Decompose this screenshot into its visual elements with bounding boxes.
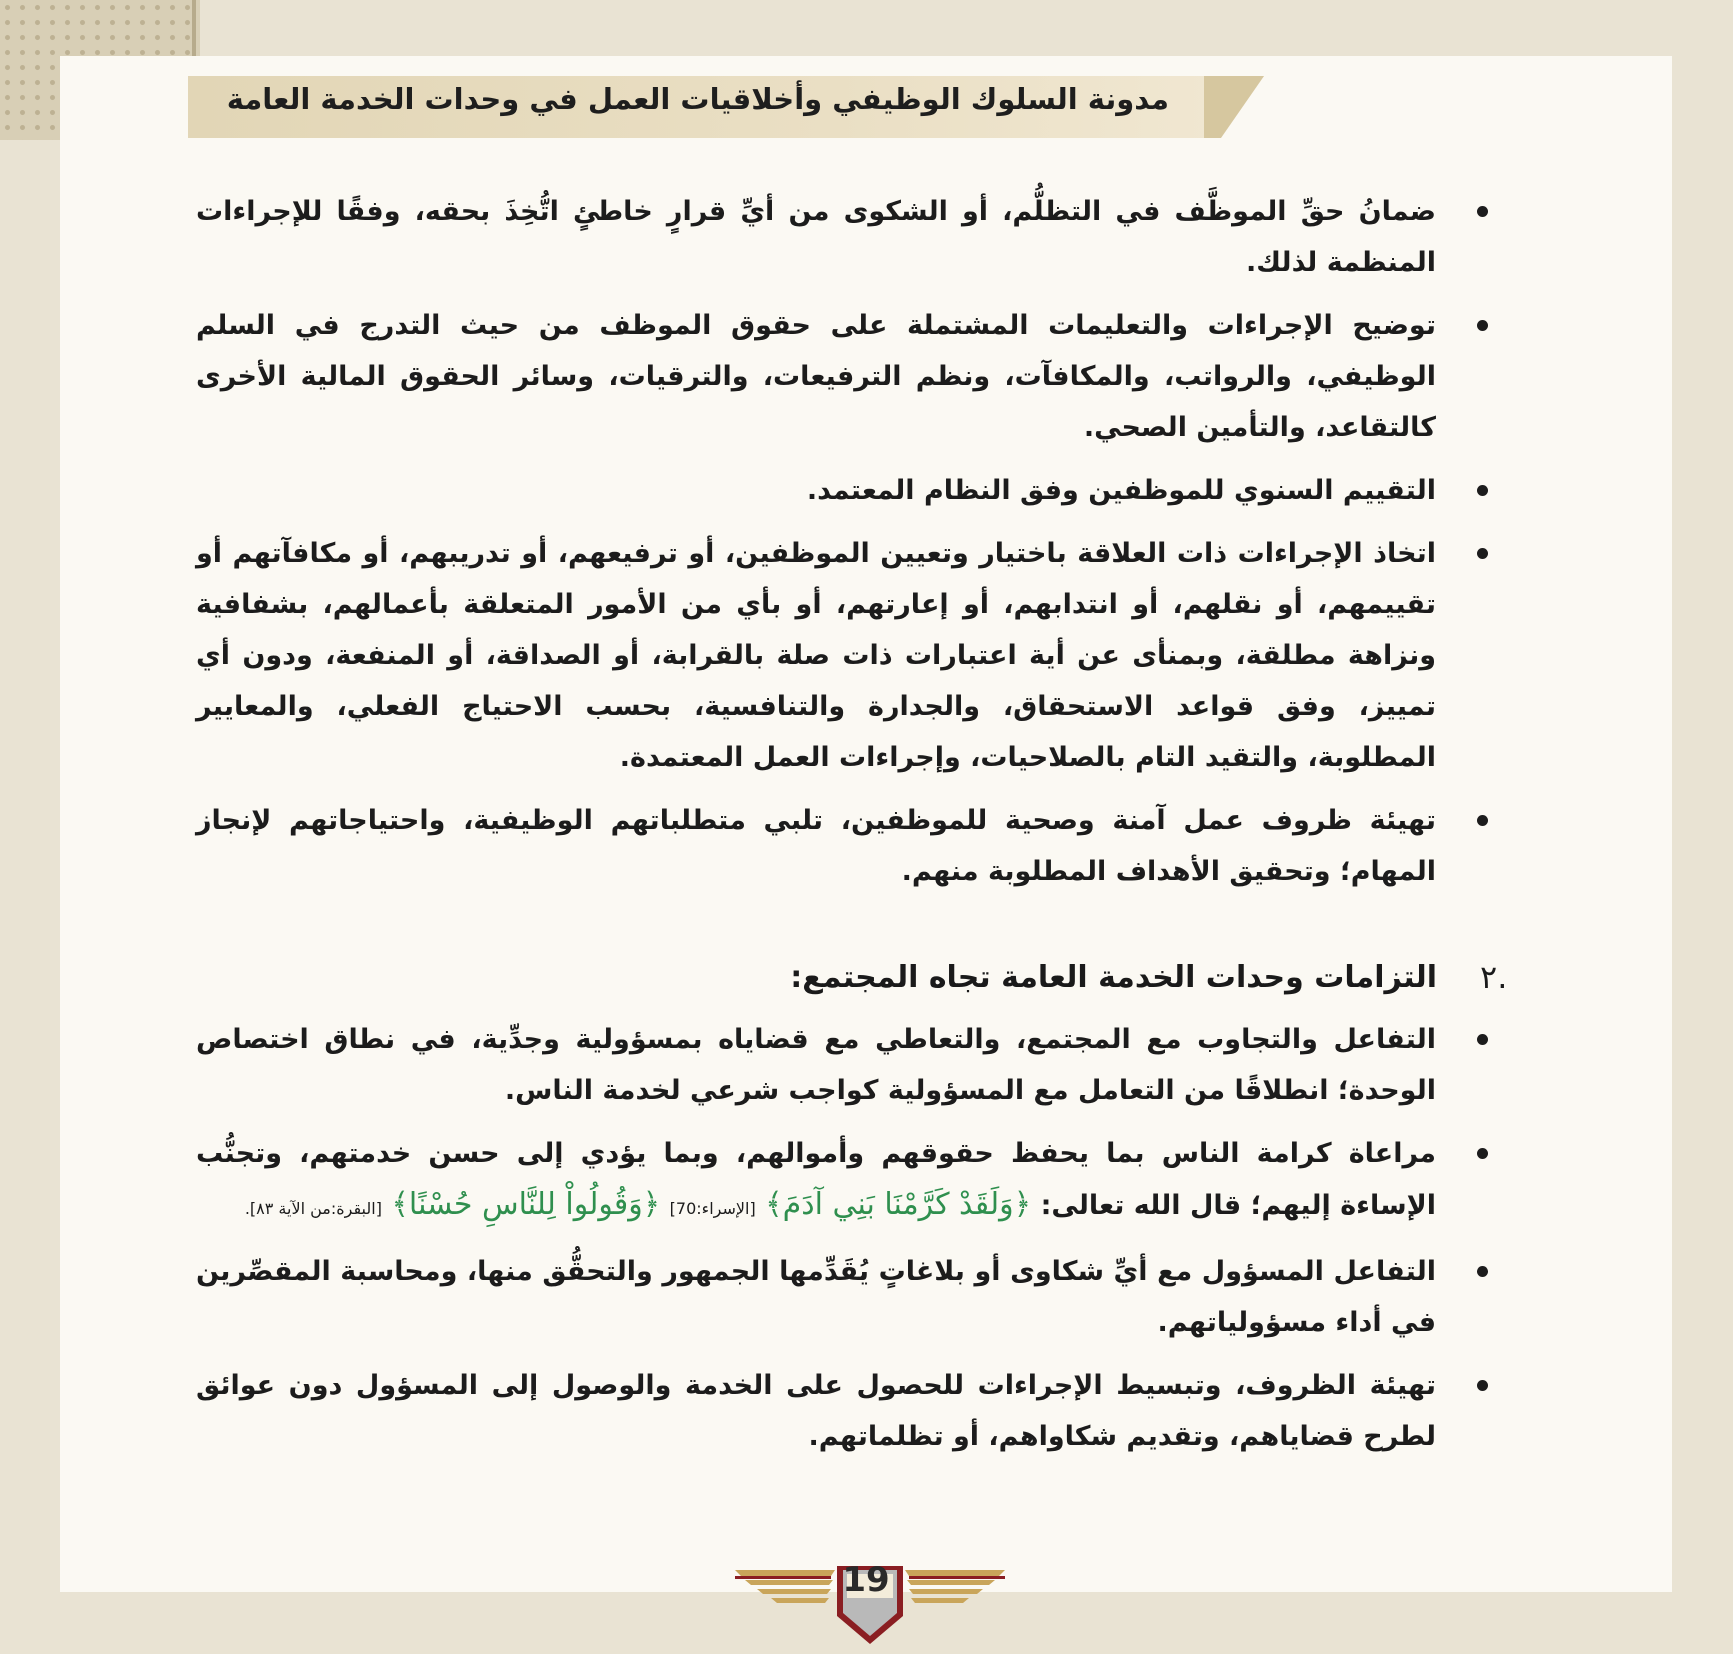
list-item-text: تهيئة الظروف، وتبسيط الإجراءات للحصول على الخدمة والوصول إلى المسؤول دون عوائق لطرح قضاياهم، وتقديم شكاواهم، أو تظلماتهم. — [196, 1370, 1436, 1452]
list-item — [196, 300, 1436, 453]
section-number: ٢. — [1480, 958, 1508, 996]
quran-verse: ﴿وَلَقَدْ كَرَّمْنَا بَنِي آدَمَ﴾ — [765, 1187, 1032, 1222]
list-item-text: تهيئة ظروف عمل آمنة وصحية للموظفين، تلبي متطلباتهم الوظيفية، واحتياجاتهم لإنجاز المهام؛ وتحقيق الأهداف المطلوبة منهم. — [196, 805, 1436, 887]
list-item-text: ضمانُ حقِّ الموظَّف في التظلُّم، أو الشكوى من أيِّ قرارٍ خاطئٍ اتُّخِذَ بحقه، وفقًا للإجراءات المنظمة لذلك. — [196, 196, 1436, 278]
page-number: 19 — [842, 1560, 890, 1600]
list-item — [196, 1246, 1436, 1348]
section-heading: التزامات وحدات الخدمة العامة تجاه المجتمع: — [790, 960, 1437, 995]
list-item — [196, 1360, 1436, 1462]
quran-verse: ﴿وَقُولُواْ لِلنَّاسِ حُسْنًا﴾ — [391, 1187, 661, 1222]
list-item — [196, 465, 1436, 516]
bullet-icon — [1477, 548, 1488, 559]
rights-list — [196, 186, 1436, 909]
bullet-icon — [1477, 320, 1488, 331]
list-item-text: التقييم السنوي للموظفين وفق النظام المعتمد. — [806, 475, 1436, 506]
list-item-text: التفاعل المسؤول مع أيِّ شكاوى أو بلاغاتٍ يُقَدِّمها الجمهور والتحقُّق منها، ومحاسبة المقصِّرين في أداء مسؤولياتهم. — [196, 1256, 1436, 1338]
list-item — [196, 528, 1436, 783]
bullet-icon — [1477, 206, 1488, 217]
list-item — [196, 795, 1436, 897]
list-item — [196, 1014, 1436, 1116]
list-item-text: اتخاذ الإجراءات ذات العلاقة باختيار وتعيين الموظفين، أو ترفيعهم، أو تدريبهم، أو مكافآتهم أو تقييمهم، أو نقلهم، أو انتدابهم، أو إعارتهم، أو بأي من الأمور المتعلقة بأعمالهم، بشفافية ونزاهة مطلقة، وبمنأى عن أية اعتبارات ذات صلة بالقرابة، أو الصداقة، أو المنفعة، ودون أي تمييز، وفق قواعد الاستحقاق، والجدارة والتنافسية، بحسب الاحتياج الفعلي، والمعايير المطلوبة، والتقيد التام بالصلاحيات، وإجراءات العمل المعتمدة. — [196, 538, 1436, 773]
list-item — [196, 186, 1436, 288]
list-item-text: مراعاة كرامة الناس بما يحفظ حقوقهم وأموالهم، وبما يؤدي إلى حسن خدمتهم، وتجنُّب الإساءة إليهم؛ قال الله تعالى: — [196, 1138, 1436, 1221]
verse-reference: [البقرة:من الآية ٨٣]. — [244, 1199, 382, 1218]
bullet-icon — [1477, 1380, 1488, 1391]
list-item-text: التفاعل والتجاوب مع المجتمع، والتعاطي مع قضاياه بمسؤولية وجدِّية، في نطاق اختصاص الوحدة؛ انطلاقًا من التعامل مع المسؤولية كواجب شرعي لخدمة الناس. — [196, 1024, 1436, 1106]
community-list — [196, 1014, 1436, 1474]
list-item-text: توضيح الإجراءات والتعليمات المشتملة على حقوق الموظف من حيث التدرج في السلم الوظيفي، والرواتب، والمكافآت، ونظم الترفيعات، والترقيات، وسائر الحقوق المالية الأخرى كالتقاعد، والتأمين الصحي. — [196, 310, 1436, 443]
verse-reference: [الإسراء:70] — [669, 1199, 756, 1218]
bullet-icon — [1477, 1266, 1488, 1277]
bullet-icon — [1477, 815, 1488, 826]
list-item — [196, 1128, 1436, 1234]
document-title: مدونة السلوك الوظيفي وأخلاقيات العمل في وحدات الخدمة العامة — [226, 82, 1169, 116]
bullet-icon — [1477, 1034, 1488, 1045]
bullet-icon — [1477, 1148, 1488, 1159]
bullet-icon — [1477, 485, 1488, 496]
